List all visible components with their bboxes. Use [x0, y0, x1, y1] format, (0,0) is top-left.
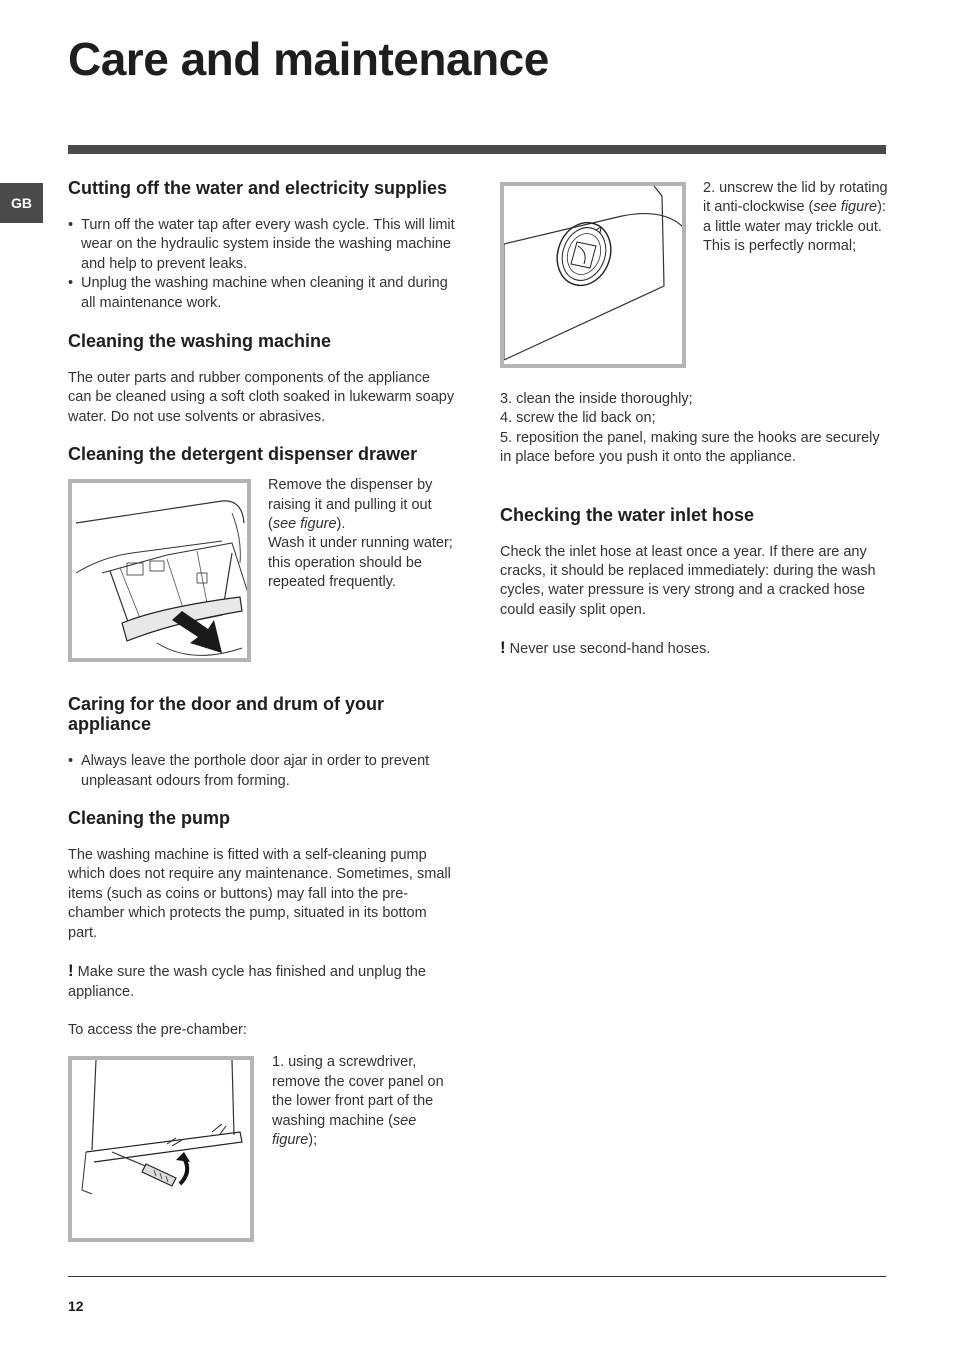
heading-dispenser-drawer: Cleaning the detergent dispenser drawer: [68, 444, 418, 465]
pump-warning: [68, 961, 456, 1002]
heading-inlet-hose: Checking the water inlet hose: [500, 504, 755, 525]
step4-text: 4. screw the lid back on;: [500, 410, 656, 427]
list-item: • Unplug the washing machine when cleaning it and during all maintenance work.: [68, 274, 456, 313]
dispenser-text-part: Remove the dispenser by raising it and pulling it out (: [268, 477, 433, 533]
page-number: 12: [68, 1298, 84, 1314]
pump-lid-figure: [500, 182, 686, 368]
dispenser-text-part: ).: [336, 516, 346, 533]
pump-warning-text: Make sure the wash cycle has finished and unplug the appliance.: [68, 964, 426, 1000]
dispenser-text-part: Wash it under running water; this operation should be repeated frequently.: [268, 535, 453, 591]
warning-mark: !: [500, 638, 506, 658]
right-column: [500, 182, 888, 660]
door-drum-bullet-list: [68, 752, 456, 791]
dispenser-drawer-figure: [68, 479, 251, 662]
step2-text-part: 2. unscrew the lid by rotating it anti-clockwise (: [703, 180, 888, 216]
dispenser-see-figure: see figure: [272, 516, 337, 533]
pump-lid-illustration: [504, 186, 682, 364]
language-tab: GB: [0, 183, 43, 223]
dispenser-instructions: [268, 476, 456, 592]
cover-panel-figure: [68, 1056, 254, 1242]
step1-instructions: [272, 1053, 456, 1150]
heading-cutting-off-supplies: Cutting off the water and electricity supplies: [68, 178, 448, 198]
step1-see-figure: see figure: [272, 1112, 417, 1148]
step2-text-part: a little water may trickle out. This is perfectly normal;: [703, 218, 882, 255]
dispenser-figure-row: [68, 479, 456, 662]
left-column: [68, 178, 456, 1242]
page-title: Care and maintenance: [68, 33, 549, 85]
hose-warning-text: Never use second-hand hoses.: [509, 641, 711, 658]
warning-mark: !: [68, 961, 74, 981]
step1-text-part: );: [308, 1131, 318, 1148]
hose-warning: [500, 638, 888, 659]
step3-text: 3. clean the inside thoroughly;: [500, 391, 693, 407]
pump-figure-row: [68, 1056, 456, 1242]
pump-text: The washing machine is fitted with a self-cleaning pump which does not require any maintenance. Sometimes, small items (such as coins or buttons) may fall into the pre-chamber which protects the pump, situated in its bottom part.: [68, 847, 451, 941]
list-item: • Always leave the porthole door ajar in order to prevent unpleasant odours from forming.: [68, 752, 456, 791]
list-item: • Turn off the water tap after every wash cycle. This will limit wear on the hydraulic system inside the washing machine and help to prevent leaks.: [68, 216, 456, 274]
step2-instructions: [703, 179, 888, 257]
step1-text-part: 1. using a screwdriver, remove the cover panel on the lower front part of the washing machine (: [272, 1054, 444, 1129]
footer-rule: [68, 1276, 886, 1277]
inlet-hose-text: Check the inlet hose at least once a year. If there are any cracks, it should be replaced immediately: during the wash cycles, water pressure is very strong and a cracked hose could easily split open.: [500, 543, 876, 618]
heading-cleaning-pump: Cleaning the pump: [68, 808, 230, 829]
cover-panel-illustration: [72, 1060, 250, 1238]
heading-cleaning-machine: Cleaning the washing machine: [68, 331, 332, 352]
lid-figure-row: [500, 182, 888, 368]
heading-door-drum: Caring for the door and drum of your appliance: [68, 694, 384, 735]
step5-text: 5. reposition the panel, making sure the hooks are securely in place before you push it onto the appliance.: [500, 429, 880, 466]
cleaning-machine-text: The outer parts and rubber components of the appliance can be cleaned using a soft cloth soaked in lukewarm soapy water. Do not use solvents or abrasives.: [68, 370, 455, 425]
title-rule: [68, 145, 886, 154]
access-prechamber-text: To access the pre-chamber:: [68, 1021, 247, 1038]
supplies-bullet-list: [68, 216, 456, 313]
dispenser-drawer-illustration: [72, 483, 247, 658]
step2-text-part: ):: [877, 199, 886, 216]
step2-see-figure: see figure: [813, 199, 878, 216]
